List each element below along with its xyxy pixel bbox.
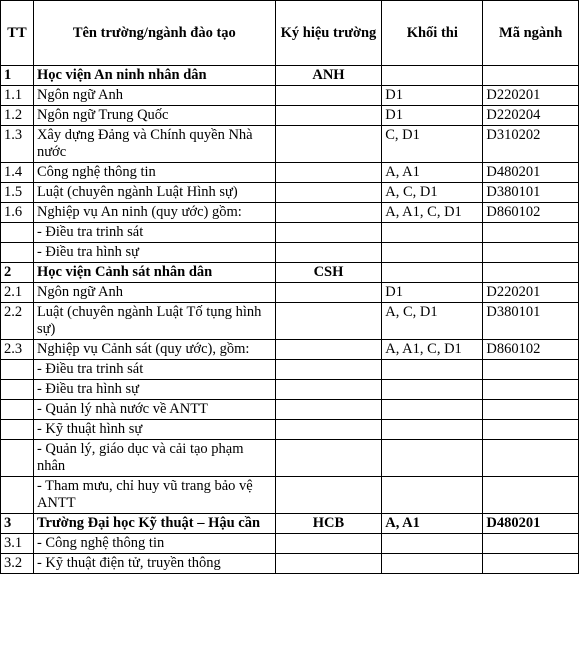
major-code-cell <box>483 380 579 400</box>
row-number-cell: 2.1 <box>1 283 34 303</box>
row-number-cell: 1.1 <box>1 86 34 106</box>
school-code-cell <box>275 440 382 477</box>
table-row <box>1 534 579 554</box>
major-code-cell: D480201 <box>483 514 579 534</box>
major-code-cell: D380101 <box>483 183 579 203</box>
row-number-cell <box>1 477 34 514</box>
row-number-cell: 2.3 <box>1 340 34 360</box>
header-row <box>1 1 579 66</box>
school-group-row <box>1 263 579 283</box>
major-code-cell: D380101 <box>483 303 579 340</box>
program-name-cell: Luật (chuyên ngành Luật Tố tụng hình sự) <box>33 303 275 340</box>
table-header <box>1 1 579 66</box>
table-row <box>1 303 579 340</box>
header-school-code: Ký hiệu trường <box>275 1 382 66</box>
program-name-cell: Học viện Cảnh sát nhân dân <box>33 263 275 283</box>
table-row <box>1 243 579 263</box>
exam-block-cell: A, A1 <box>382 163 483 183</box>
major-code-cell: D860102 <box>483 340 579 360</box>
row-number-cell: 3.1 <box>1 534 34 554</box>
program-name-cell: Nghiệp vụ An ninh (quy ước) gồm: <box>33 203 275 223</box>
program-name-cell: Công nghệ thông tin <box>33 163 275 183</box>
program-name-cell: Học viện An ninh nhân dân <box>33 66 275 86</box>
school-code-cell <box>275 86 382 106</box>
major-code-cell <box>483 554 579 574</box>
school-code-cell <box>275 360 382 380</box>
table-row <box>1 203 579 223</box>
school-code-cell <box>275 243 382 263</box>
school-code-cell: HCB <box>275 514 382 534</box>
major-code-cell: D220201 <box>483 283 579 303</box>
school-code-cell <box>275 420 382 440</box>
row-number-cell <box>1 243 34 263</box>
table-row <box>1 420 579 440</box>
header-program-name: Tên trường/ngành đào tạo <box>33 1 275 66</box>
row-number-cell: 1 <box>1 66 34 86</box>
row-number-cell <box>1 360 34 380</box>
school-code-cell: ANH <box>275 66 382 86</box>
school-group-row <box>1 66 579 86</box>
table-row <box>1 223 579 243</box>
table-row <box>1 477 579 514</box>
school-group-row <box>1 514 579 534</box>
exam-block-cell: A, C, D1 <box>382 183 483 203</box>
row-number-cell <box>1 400 34 420</box>
exam-block-cell <box>382 477 483 514</box>
program-name-cell: - Kỹ thuật hình sự <box>33 420 275 440</box>
row-number-cell: 1.5 <box>1 183 34 203</box>
exam-block-cell <box>382 380 483 400</box>
school-code-cell <box>275 340 382 360</box>
row-number-cell <box>1 223 34 243</box>
table-row <box>1 554 579 574</box>
row-number-cell <box>1 380 34 400</box>
row-number-cell <box>1 440 34 477</box>
table-row <box>1 360 579 380</box>
program-name-cell: Ngôn ngữ Anh <box>33 283 275 303</box>
exam-block-cell <box>382 263 483 283</box>
program-name-cell: Trường Đại học Kỹ thuật – Hậu cần <box>33 514 275 534</box>
school-code-cell <box>275 203 382 223</box>
table-row <box>1 106 579 126</box>
major-code-cell <box>483 66 579 86</box>
header-major-code: Mã ngành <box>483 1 579 66</box>
program-name-cell: - Điều tra hình sự <box>33 243 275 263</box>
school-code-cell <box>275 126 382 163</box>
program-name-cell: - Quản lý, giáo dục và cải tạo phạm nhân <box>33 440 275 477</box>
program-name-cell: - Điều tra trinh sát <box>33 223 275 243</box>
row-number-cell: 1.3 <box>1 126 34 163</box>
table-row <box>1 340 579 360</box>
major-code-cell <box>483 360 579 380</box>
program-name-cell: - Điều tra trinh sát <box>33 360 275 380</box>
exam-block-cell: D1 <box>382 106 483 126</box>
exam-block-cell <box>382 66 483 86</box>
program-name-cell: Ngôn ngữ Trung Quốc <box>33 106 275 126</box>
row-number-cell: 2.2 <box>1 303 34 340</box>
major-code-cell: D310202 <box>483 126 579 163</box>
major-code-cell <box>483 534 579 554</box>
program-name-cell: - Công nghệ thông tin <box>33 534 275 554</box>
program-name-cell: Luật (chuyên ngành Luật Hình sự) <box>33 183 275 203</box>
major-code-cell: D860102 <box>483 203 579 223</box>
major-code-cell: D220201 <box>483 86 579 106</box>
row-number-cell: 1.6 <box>1 203 34 223</box>
exam-block-cell: A, A1, C, D1 <box>382 340 483 360</box>
major-code-cell <box>483 243 579 263</box>
exam-block-cell <box>382 420 483 440</box>
exam-block-cell <box>382 223 483 243</box>
row-number-cell: 1.4 <box>1 163 34 183</box>
program-name-cell: Ngôn ngữ Anh <box>33 86 275 106</box>
major-code-cell <box>483 477 579 514</box>
school-code-cell <box>275 534 382 554</box>
row-number-cell: 3 <box>1 514 34 534</box>
header-exam-block: Khối thi <box>382 1 483 66</box>
program-name-cell: - Điều tra hình sự <box>33 380 275 400</box>
exam-block-cell: D1 <box>382 86 483 106</box>
exam-block-cell <box>382 440 483 477</box>
program-name-cell: Xây dựng Đảng và Chính quyền Nhà nước <box>33 126 275 163</box>
program-name-cell: - Kỹ thuật điện tử, truyền thông <box>33 554 275 574</box>
major-code-cell: D220204 <box>483 106 579 126</box>
row-number-cell: 1.2 <box>1 106 34 126</box>
program-name-cell: Nghiệp vụ Cảnh sát (quy ước), gồm: <box>33 340 275 360</box>
table-row <box>1 400 579 420</box>
school-code-cell <box>275 554 382 574</box>
table-row <box>1 380 579 400</box>
major-code-cell <box>483 440 579 477</box>
table-row <box>1 283 579 303</box>
school-code-cell: CSH <box>275 263 382 283</box>
table-row <box>1 183 579 203</box>
program-name-cell: - Tham mưu, chỉ huy vũ trang bảo vệ ANTT <box>33 477 275 514</box>
major-code-cell <box>483 263 579 283</box>
school-code-cell <box>275 163 382 183</box>
school-code-cell <box>275 380 382 400</box>
exam-block-cell: C, D1 <box>382 126 483 163</box>
major-code-cell <box>483 400 579 420</box>
exam-block-cell <box>382 400 483 420</box>
exam-block-cell <box>382 243 483 263</box>
exam-block-cell: A, A1 <box>382 514 483 534</box>
row-number-cell <box>1 420 34 440</box>
major-code-cell: D480201 <box>483 163 579 183</box>
table-row <box>1 163 579 183</box>
row-number-cell: 2 <box>1 263 34 283</box>
exam-block-cell: A, C, D1 <box>382 303 483 340</box>
exam-block-cell <box>382 360 483 380</box>
table-body <box>1 66 579 574</box>
school-code-cell <box>275 477 382 514</box>
major-code-cell <box>483 223 579 243</box>
exam-block-cell: D1 <box>382 283 483 303</box>
exam-block-cell <box>382 534 483 554</box>
row-number-cell: 3.2 <box>1 554 34 574</box>
school-code-cell <box>275 106 382 126</box>
header-tt: TT <box>1 1 34 66</box>
table-row <box>1 86 579 106</box>
major-code-cell <box>483 420 579 440</box>
school-code-cell <box>275 183 382 203</box>
exam-block-cell <box>382 554 483 574</box>
table-row <box>1 440 579 477</box>
school-code-cell <box>275 283 382 303</box>
school-code-cell <box>275 400 382 420</box>
program-name-cell: - Quản lý nhà nước về ANTT <box>33 400 275 420</box>
table-row <box>1 126 579 163</box>
school-code-cell <box>275 303 382 340</box>
exam-block-cell: A, A1, C, D1 <box>382 203 483 223</box>
school-code-cell <box>275 223 382 243</box>
